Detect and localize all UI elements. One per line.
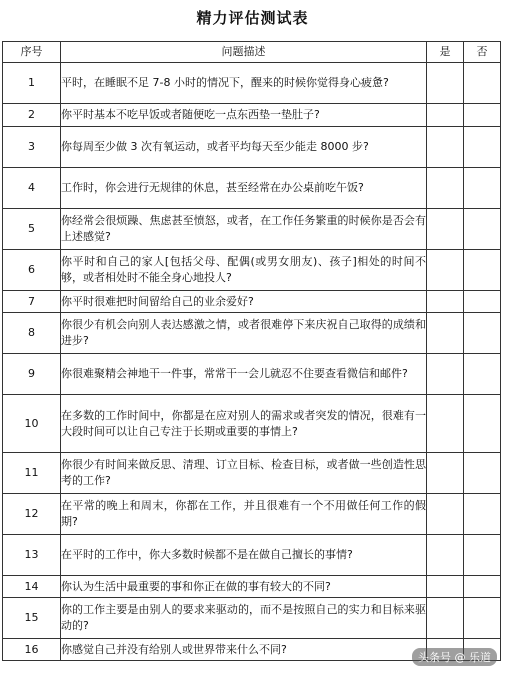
no-cell[interactable]: [464, 250, 501, 291]
no-cell[interactable]: [464, 313, 501, 354]
table-row: [3, 168, 501, 209]
table-row: [3, 63, 501, 104]
row-question: 你很少有时间来做反思、清理、订立目标、检查目标，或者做一些创造性思考的工作?: [61, 453, 427, 494]
row-question: 你感觉自己并没有给别人或世界带来什么不同?: [61, 639, 427, 661]
no-cell[interactable]: [464, 453, 501, 494]
yes-cell[interactable]: [427, 250, 464, 291]
row-question: 你平时基本不吃早饭或者随便吃一点东西垫一垫肚子?: [61, 104, 427, 127]
no-cell[interactable]: [464, 104, 501, 127]
row-number: 8: [3, 313, 61, 354]
row-number: 4: [3, 168, 61, 209]
yes-cell[interactable]: [427, 291, 464, 313]
table-row: [3, 104, 501, 127]
table-row: [3, 395, 501, 453]
yes-cell[interactable]: [427, 535, 464, 576]
yes-cell[interactable]: [427, 494, 464, 535]
no-cell[interactable]: [464, 576, 501, 598]
no-cell[interactable]: [464, 494, 501, 535]
row-number: 10: [3, 395, 61, 453]
table-row: [3, 354, 501, 395]
table-row: [3, 127, 501, 168]
row-number: 9: [3, 354, 61, 395]
yes-cell[interactable]: [427, 453, 464, 494]
row-number: 13: [3, 535, 61, 576]
row-question: 你平时和自己的家人[包括父母、配偶(或男女朋友)、孩子]相处的时间不够，或者相处时不能全身心地投人?: [61, 250, 427, 291]
assessment-table: [2, 41, 501, 661]
no-cell[interactable]: [464, 354, 501, 395]
no-cell[interactable]: [464, 168, 501, 209]
header-yes: 是: [427, 42, 464, 63]
table-row: [3, 494, 501, 535]
table-row: [3, 576, 501, 598]
row-number: 6: [3, 250, 61, 291]
no-cell[interactable]: [464, 535, 501, 576]
row-question: 你认为生活中最重要的事和你正在做的事有较大的不同?: [61, 576, 427, 598]
table-row: [3, 250, 501, 291]
yes-cell[interactable]: [427, 313, 464, 354]
watermark: 头条号 @ 乐道: [412, 648, 497, 666]
row-question: 平时，在睡眠不足 7-8 小时的情况下，醒来的时候你觉得身心疲惫?: [61, 63, 427, 104]
header-number: 序号: [3, 42, 61, 63]
row-question: 你经常会很烦躁、焦虑甚至愤怒，或者，在工作任务繁重的时候你是否会有上述感觉?: [61, 209, 427, 250]
row-number: 5: [3, 209, 61, 250]
row-question: 你很难聚精会神地干一件事，常常干一会儿就忍不住要查看微信和邮件?: [61, 354, 427, 395]
yes-cell[interactable]: [427, 395, 464, 453]
yes-cell[interactable]: [427, 127, 464, 168]
row-question: 在平常的晚上和周末，你都在工作，并且很难有一个不用做任何工作的假期?: [61, 494, 427, 535]
no-cell[interactable]: [464, 127, 501, 168]
table-header-row: [3, 42, 501, 63]
header-no: 否: [464, 42, 501, 63]
row-number: 11: [3, 453, 61, 494]
row-question: 工作时，你会进行无规律的休息，甚至经常在办公桌前吃午饭?: [61, 168, 427, 209]
no-cell[interactable]: [464, 395, 501, 453]
row-question: 你每周至少做 3 次有氧运动，或者平均每天至少能走 8000 步?: [61, 127, 427, 168]
yes-cell[interactable]: [427, 209, 464, 250]
row-number: 14: [3, 576, 61, 598]
row-number: 1: [3, 63, 61, 104]
row-question: 你的工作主要是由别人的要求来驱动的，而不是按照自己的实力和目标来驱动的?: [61, 598, 427, 639]
yes-cell[interactable]: [427, 104, 464, 127]
row-number: 15: [3, 598, 61, 639]
table-row: [3, 598, 501, 639]
table-row: [3, 453, 501, 494]
no-cell[interactable]: [464, 209, 501, 250]
yes-cell[interactable]: [427, 168, 464, 209]
table-row: [3, 291, 501, 313]
no-cell[interactable]: [464, 63, 501, 104]
yes-cell[interactable]: [427, 576, 464, 598]
no-cell[interactable]: [464, 291, 501, 313]
page-title: 精力评估测试表: [196, 9, 309, 27]
row-question: 在多数的工作时间中，你都是在应对别人的需求或者突发的情况，很难有一大段时间可以让自己专注于长期或重要的事情上?: [61, 395, 427, 453]
header-question: 问题描述: [61, 42, 427, 63]
table-row: [3, 313, 501, 354]
table-row: [3, 209, 501, 250]
yes-cell[interactable]: [427, 63, 464, 104]
row-number: 12: [3, 494, 61, 535]
row-number: 3: [3, 127, 61, 168]
row-question: 在平时的工作中，你大多数时候都不是在做自己擅长的事情?: [61, 535, 427, 576]
yes-cell[interactable]: [427, 598, 464, 639]
yes-cell[interactable]: [427, 354, 464, 395]
table-row: [3, 535, 501, 576]
no-cell[interactable]: [464, 598, 501, 639]
row-number: 7: [3, 291, 61, 313]
row-question: 你平时很难把时间留给自己的业余爱好?: [61, 291, 427, 313]
row-question: 你很少有机会向别人表达感激之情，或者很难停下来庆祝自己取得的成绩和进步?: [61, 313, 427, 354]
row-number: 16: [3, 639, 61, 661]
row-number: 2: [3, 104, 61, 127]
